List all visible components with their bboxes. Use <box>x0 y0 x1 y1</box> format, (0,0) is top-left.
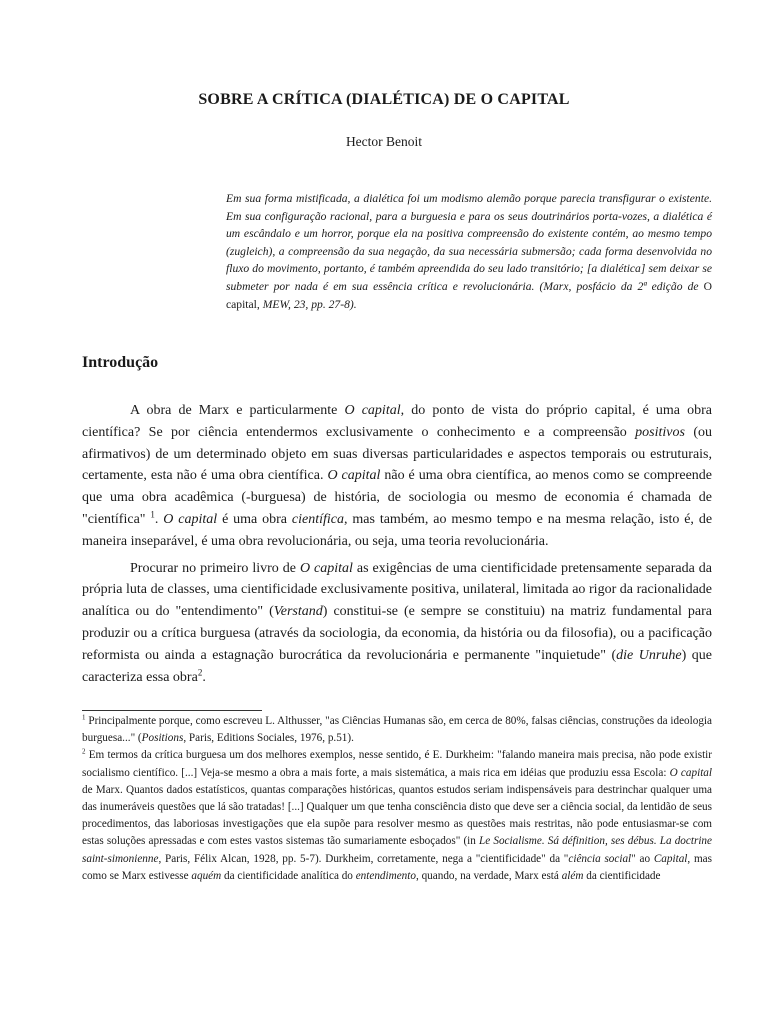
footnote-ref[interactable]: 1 <box>150 509 155 520</box>
italic-run: Verstand <box>273 604 323 620</box>
text-run: é uma obra <box>222 511 288 527</box>
text-run: , quando, na verdade, Marx está <box>415 869 559 882</box>
text-run: " ao <box>631 852 651 865</box>
text-run: as exigências de uma cientificidade pretensamente separada da própria luta de classes, uma cientificidade exclusivamente positiva, unilateral, limitada ao rigor da racionalidade analítica ou do "entendimento" ( <box>82 560 713 620</box>
paragraph <box>82 400 712 553</box>
document-title: SOBRE A CRÍTICA (DIALÉTICA) DE O CAPITAL <box>198 91 570 108</box>
epigraph <box>226 190 712 313</box>
italic-run: O capital <box>163 511 218 527</box>
italic-run: aquém <box>191 869 222 882</box>
italic-run: O capital <box>327 468 381 484</box>
footnote-ref[interactable]: 2 <box>197 666 203 677</box>
text-run: Principalmente porque, como escreveu L. Althusser, "as Ciências Humanas são, em cerca de 80%, falsas ciências, construções da ideologia burguesa..." ( <box>82 715 713 745</box>
text-run: , mas também, ao mesmo tempo e na mesma relação, isto é, de maneira inseparável, é uma obra revolucionária, ou seja, uma teoria revolucionária. <box>82 511 713 549</box>
text-run: não é uma obra científica, ao menos como se compreende que uma obra acadêmica (-burguesa) de história, de sociologia ou mesmo de economia é chamada de "científica" <box>82 468 713 527</box>
italic-run: die Unruhe <box>616 647 682 663</box>
italic-run: Positions <box>141 732 184 745</box>
text-run: . <box>202 669 206 685</box>
text-run: da cientificidade analítica do <box>224 869 353 882</box>
text-run: A obra de Marx e particularmente <box>130 403 338 418</box>
text-run: ) constitui-se (e sempre se constituiu) na matriz fundamental para produzir ou a crítica burguesa (através da sociologia, da economia, da história ou da filosofia), ou a pacificação reformista ou ainda a estagnação burocrática da revolucionária e permanente "inquietude" ( <box>82 604 712 663</box>
text-run: da cientificidade <box>586 869 661 882</box>
text-run: , Paris, Félix Alcan, 1928, pp. 5-7). Durkheim, corretamente, nega a "cientificidade" da " <box>158 852 569 865</box>
text-run: (ou afirmativos) de um determinado objeto em suas diversas particularidades e aspectos temporais ou estruturais, certamente, esta não é uma obra científica. <box>82 424 713 484</box>
text-run: , mas como se Marx estivesse <box>82 852 712 882</box>
italic-run: Capital <box>653 852 688 865</box>
text-run: . <box>154 511 159 527</box>
text-run: ) que caracteriza essa obra <box>82 647 712 685</box>
italic-run: O capital <box>299 560 353 576</box>
italic-run: além <box>561 869 584 882</box>
italic-run: entendimento <box>355 869 416 882</box>
italic-run: O capital <box>344 403 401 418</box>
text-run: de Marx. Quantos dados estatísticos, quantas comparações históricas, quantos estudos seriam indispensáveis para destrinchar qualquer uma das inumeráveis questões que lá são tratadas! [...] Qualquer um que tenha consciência disto que deve ser a ciência social, da lentidão de seus procedimentos, das laboriosas investigações que ela supõe para resolver mesmo as questões mais restritas, não pode entusiasmar-se com estas soluções apressadas e com estes vastos sistemas tão sumariamente esboçados" (in <box>82 783 712 848</box>
paragraph <box>82 558 712 689</box>
epigraph-text: Em sua forma mistificada, a dialética foi um modismo alemão porque parecia transfigurar o existente. Em sua configuração racional, para a burguesia e para os seus doutrinários porta-vozes, a dialética é um escândalo e um horror, porque ela na positiva compreensão do existente contém, ao mesmo tempo (zugleich), a compreensão da sua negação, da sua necessária submersão; cada forma desenvolvida no fluxo do movimento, portanto, é também apreendida do seu lado transitório; [a dialética] sem deixar se submeter por nada é em sua essência crítica e revolucionária. (Marx, posfácio da 2ª edição de <box>226 192 712 293</box>
section-heading: Introdução <box>82 354 159 371</box>
italic-run: O capital <box>669 766 713 779</box>
italic-run: Le Socialisme. Sá définition, ses débus. La doctrine saint-simonienne <box>82 835 712 865</box>
text-run: , do ponto de vista do próprio capital, é uma obra científica? Se por ciência entendermos exclusivamente o conhecimento e a compreensão <box>82 403 713 440</box>
footnote-1 <box>82 713 712 747</box>
footnote-divider <box>82 710 262 711</box>
body-text <box>82 400 712 693</box>
epigraph-work-title: O capital, <box>226 279 712 311</box>
text-run: , Paris, Editions Sociales, 1976, p.51). <box>183 732 354 745</box>
footnotes <box>82 713 712 885</box>
epigraph-citation: MEW, 23, pp. 27-8). <box>262 297 357 311</box>
italic-run: positivos <box>635 424 685 440</box>
text-run: Procurar no primeiro livro de <box>130 560 296 576</box>
italic-run: científica <box>291 511 345 527</box>
text-run: Em termos da crítica burguesa um dos melhores exemplos, nesse sentido, é E. Durkheim: "falando maneira mais precisa, não pode existir socialismo científico. [...] Veja-se mesmo a obra a mais forte, a mais sistemática, a mais rica em idéias que produziu essa Escola: <box>82 749 713 779</box>
author-name: Hector Benoit <box>345 134 423 149</box>
italic-run: ciência social <box>568 852 632 865</box>
footnote-number: 1 <box>82 713 86 722</box>
footnote-2 <box>82 747 712 885</box>
footnote-number: 2 <box>82 747 86 756</box>
